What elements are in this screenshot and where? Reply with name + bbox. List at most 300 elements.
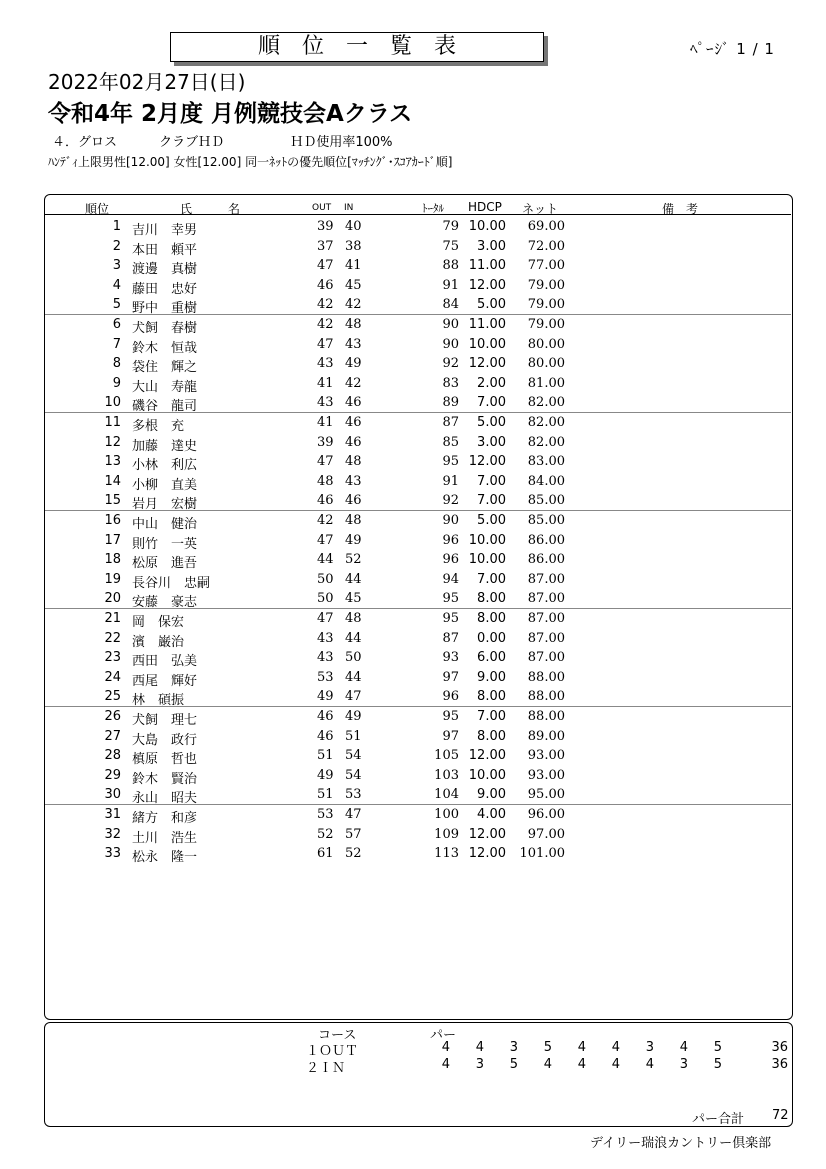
table-row [45,629,791,649]
table-row [45,374,791,394]
name-cell: 西田 弘美 [132,654,198,670]
in-cell: 40 [345,219,362,234]
total-cell: 95 [442,454,459,470]
total-cell: 113 [434,846,459,862]
out-cell: 46 [317,493,334,509]
hole-par: 5 [509,1057,518,1072]
table-row [45,354,791,374]
hdcp-cell: 11.00 [468,317,506,332]
hdcp-cell: 0.00 [477,630,506,646]
table-row [45,805,791,825]
rank-cell: 29 [104,767,121,783]
net-cell: 88.00 [527,689,565,705]
rank-cell: 7 [112,336,121,352]
table-row [45,687,791,707]
name-cell: 渡邊 真樹 [132,262,198,278]
table-row [45,668,791,688]
name-cell: 岡 保宏 [132,615,185,630]
name-cell: 加藤 達史 [132,438,198,454]
hole-par: 4 [645,1057,654,1072]
table-row [45,570,791,590]
hdcp-cell: 8.00 [477,689,506,705]
net-cell: 93.00 [527,748,565,764]
hole-par: 5 [543,1040,552,1055]
table-row [45,648,791,668]
hdcp-cell: 10.00 [468,336,506,352]
event-name: 令和4年 2月度 月例競技会Aクラス [48,101,413,127]
total-cell: 104 [434,787,459,803]
in-cell: 57 [345,826,362,842]
out-cell: 47 [317,611,334,626]
name-cell: 野中 重樹 [132,301,198,317]
net-cell: 81.00 [527,375,565,391]
table-row [45,550,791,570]
table-row [45,276,791,296]
rank-cell: 12 [104,434,121,450]
name-cell: 濱 巌治 [132,634,185,650]
table-row [45,589,791,609]
par-total: 72 [772,1108,789,1123]
table-row [45,335,791,355]
total-cell: 75 [442,238,459,254]
in-cell: 46 [345,395,362,411]
total-cell: 87 [442,630,459,646]
table-row [45,295,791,315]
hdcp-cell: 7.00 [477,473,506,489]
rank-cell: 1 [112,219,121,234]
in-cell: 49 [345,532,362,548]
header-divider [45,214,791,215]
rank-cell: 11 [104,415,121,430]
name-cell: 中山 健治 [132,517,198,532]
hdcp-cell: 8.00 [477,611,506,626]
out-cell: 43 [317,356,334,372]
in-cell: 46 [345,434,362,450]
in-cell: 49 [345,709,362,724]
table-row [45,393,791,413]
in-cell: 46 [345,415,362,430]
hole-par: 4 [441,1040,450,1055]
hd-label: クラブＨＤ [159,135,225,150]
total-cell: 83 [442,375,459,391]
rank-cell: 14 [104,473,121,489]
out-cell: 50 [317,591,334,607]
net-cell: 82.00 [527,395,565,411]
hdcp-cell: 8.00 [477,591,506,607]
net-cell: 85.00 [527,513,565,528]
table-row [45,746,791,766]
in-cell: 52 [345,552,362,568]
rank-cell: 6 [112,317,121,332]
name-cell: 袋住 輝之 [132,360,198,376]
in-cell: 49 [345,356,362,372]
rank-cell: 19 [104,571,121,587]
course-par-total: 36 [771,1040,788,1055]
hdcp-cell: 12.00 [468,846,506,862]
rank-cell: 15 [104,493,121,509]
total-cell: 91 [442,277,459,293]
par-label: パー [430,1028,457,1043]
total-cell: 79 [442,219,459,234]
name-cell: 本田 頼平 [132,242,198,258]
course-label: コース [318,1028,357,1043]
net-cell: 89.00 [527,728,565,744]
hdcp-cell: 10.00 [468,219,506,234]
hdcp-cell: 12.00 [468,277,506,293]
rank-cell: 10 [104,395,121,411]
name-cell: 藤田 忠好 [132,281,198,297]
total-cell: 100 [434,807,459,822]
hdcp-cell: 5.00 [477,513,506,528]
out-cell: 39 [317,219,334,234]
hole-par: 4 [611,1057,620,1072]
col-remarks: 備 考 [662,202,699,216]
hole-par: 4 [441,1057,450,1072]
hole-par: 3 [509,1040,518,1055]
net-cell: 72.00 [527,238,565,254]
net-cell: 82.00 [527,434,565,450]
in-cell: 43 [345,336,362,352]
rank-cell: 4 [112,277,121,293]
out-cell: 51 [317,787,334,803]
name-cell: 永山 昭夫 [132,791,198,807]
hdcp-cell: 2.00 [477,375,506,391]
total-cell: 89 [442,395,459,411]
in-cell: 42 [345,375,362,391]
hdcp-cell: 7.00 [477,571,506,587]
hole-par: 4 [679,1040,688,1055]
total-cell: 97 [442,728,459,744]
course-box [44,1022,793,1127]
net-cell: 84.00 [527,473,565,489]
table-row [45,491,791,511]
total-cell: 87 [442,415,459,430]
table-row [45,727,791,747]
name-cell: 犬飼 春樹 [132,321,198,336]
table-row [45,315,791,335]
col-in: IN [344,203,354,213]
net-cell: 85.00 [527,493,565,509]
rank-cell: 22 [104,630,121,646]
hdcp-cell: 7.00 [477,395,506,411]
out-cell: 47 [317,258,334,274]
hdcp-cell: 3.00 [477,238,506,254]
hole-par: 4 [475,1040,484,1055]
name-cell: 林 碩振 [132,693,185,709]
col-name: 氏 名 [180,202,241,216]
table-row [45,472,791,492]
name-cell: 犬飼 理七 [132,713,198,728]
hdcp-cell: 4.00 [477,807,506,822]
total-cell: 95 [442,591,459,607]
net-cell: 95.00 [527,787,565,803]
col-net: ネット [522,202,559,216]
rank-cell: 30 [104,787,121,803]
name-cell: 大山 寿龍 [132,379,198,395]
net-cell: 77.00 [527,258,565,274]
out-cell: 50 [317,571,334,587]
name-cell: 槙原 哲也 [132,752,198,768]
hole-par: 4 [577,1040,586,1055]
hdcp-cell: 9.00 [477,669,506,685]
in-cell: 48 [345,611,362,626]
in-cell: 41 [345,258,362,274]
scoring-info [52,131,392,150]
table-row [45,511,791,531]
in-cell: 52 [345,846,362,862]
hdcp-cell: 10.00 [468,767,506,783]
net-cell: 69.00 [527,219,565,234]
out-cell: 48 [317,473,334,489]
table-row [45,609,791,629]
in-cell: 43 [345,473,362,489]
total-cell: 97 [442,669,459,685]
hole-par: 3 [475,1057,484,1072]
table-row [45,825,791,845]
out-cell: 44 [317,552,334,568]
hdcp-cell: 12.00 [468,454,506,470]
rank-cell: 32 [104,826,121,842]
hole-par: 4 [577,1057,586,1072]
name-cell: 長谷川 忠嗣 [132,575,211,591]
net-cell: 79.00 [527,317,565,332]
hdcp-cell: 11.00 [468,258,506,274]
in-cell: 44 [345,669,362,685]
net-cell: 93.00 [527,767,565,783]
rank-cell: 3 [112,258,121,274]
hdcp-cell: 5.00 [477,415,506,430]
out-cell: 46 [317,277,334,293]
total-cell: 96 [442,532,459,548]
col-total: ﾄｰﾀﾙ [422,202,444,215]
out-cell: 47 [317,336,334,352]
hole-par: 5 [713,1057,722,1072]
out-cell: 49 [317,689,334,705]
total-cell: 96 [442,552,459,568]
net-cell: 87.00 [527,650,565,666]
rank-cell: 25 [104,689,121,705]
total-cell: 90 [442,336,459,352]
total-cell: 93 [442,650,459,666]
hole-par: 3 [679,1057,688,1072]
hd-rate: ＨＤ使用率100% [290,135,393,150]
hdcp-cell: 10.00 [468,552,506,568]
table-row [45,433,791,453]
name-cell: 吉川 幸男 [132,223,198,238]
net-cell: 82.00 [527,415,565,430]
in-cell: 44 [345,571,362,587]
net-cell: 86.00 [527,532,565,548]
in-cell: 47 [345,689,362,705]
col-rank: 順位 [85,202,110,216]
name-cell: 則竹 一英 [132,536,198,552]
rank-cell: 18 [104,552,121,568]
out-cell: 43 [317,395,334,411]
in-cell: 51 [345,728,362,744]
table-row [45,785,791,805]
table-row [45,256,791,276]
rank-cell: 9 [112,375,121,391]
out-cell: 61 [317,846,334,862]
out-cell: 52 [317,826,334,842]
total-cell: 90 [442,513,459,528]
out-cell: 43 [317,630,334,646]
total-cell: 85 [442,434,459,450]
hdcp-cell: 8.00 [477,728,506,744]
hdcp-cell: 5.00 [477,297,506,313]
net-cell: 101.00 [519,846,565,862]
hole-par: 4 [543,1057,552,1072]
table-row [45,217,791,237]
rank-cell: 20 [104,591,121,607]
rank-cell: 33 [104,846,121,862]
name-cell: 緒方 和彦 [132,811,198,826]
course-name: １ＯＵＴ [306,1044,359,1059]
name-cell: 多根 充 [132,419,185,434]
in-cell: 48 [345,513,362,528]
name-cell: 小林 利広 [132,458,198,474]
club-name: デイリー瑞浪カントリー倶楽部 [590,1136,772,1151]
total-cell: 109 [434,826,459,842]
page-title: 順 位 一 覧 表 [170,32,544,62]
handicap-rule: ﾊﾝﾃﾞｨ上限男性[12.00] 女性[12.00] 同一ﾈｯﾄの優先順位[ﾏｯﾁﾝｸﾞ･ｽｺｱｶｰﾄﾞ順] [48,155,453,169]
out-cell: 46 [317,709,334,724]
net-cell: 87.00 [527,611,565,626]
event-date: 2022年02月27日(日) [48,70,246,94]
net-cell: 80.00 [527,356,565,372]
table-row [45,844,791,864]
name-cell: 大島 政行 [132,732,198,748]
net-cell: 87.00 [527,571,565,587]
in-cell: 45 [345,591,362,607]
in-cell: 48 [345,317,362,332]
table-row [45,452,791,472]
table-row [45,766,791,786]
out-cell: 47 [317,532,334,548]
out-cell: 42 [317,317,334,332]
total-cell: 95 [442,611,459,626]
total-cell: 105 [434,748,459,764]
category: ４．グロス [52,135,118,150]
out-cell: 43 [317,650,334,666]
net-cell: 80.00 [527,336,565,352]
name-cell: 小柳 直美 [132,477,198,493]
table-row [45,237,791,257]
rank-cell: 28 [104,748,121,764]
total-cell: 91 [442,473,459,489]
in-cell: 42 [345,297,362,313]
out-cell: 39 [317,434,334,450]
out-cell: 53 [317,807,334,822]
table-row [45,413,791,433]
out-cell: 51 [317,748,334,764]
net-cell: 87.00 [527,591,565,607]
out-cell: 41 [317,375,334,391]
hdcp-cell: 7.00 [477,709,506,724]
rank-cell: 16 [104,513,121,528]
hdcp-cell: 10.00 [468,532,506,548]
par-total-label: パー合計 [692,1112,745,1127]
out-cell: 42 [317,297,334,313]
hdcp-cell: 3.00 [477,434,506,450]
name-cell: 松永 隆一 [132,850,198,866]
page-number: ﾍﾟｰｼﾞ 1 / 1 [690,40,775,58]
net-cell: 79.00 [527,297,565,313]
in-cell: 44 [345,630,362,646]
out-cell: 49 [317,767,334,783]
col-out: OUT [312,203,332,213]
in-cell: 50 [345,650,362,666]
rank-cell: 2 [112,238,121,254]
col-hdcp: HDCP [468,200,502,214]
net-cell: 96.00 [527,807,565,822]
total-cell: 88 [442,258,459,274]
rank-cell: 27 [104,728,121,744]
in-cell: 54 [345,748,362,764]
out-cell: 46 [317,728,334,744]
out-cell: 37 [317,238,334,254]
total-cell: 92 [442,356,459,372]
net-cell: 97.00 [527,826,565,842]
name-cell: 鈴木 恒哉 [132,340,198,356]
table-row [45,707,791,727]
total-cell: 90 [442,317,459,332]
in-cell: 54 [345,767,362,783]
hdcp-cell: 6.00 [477,650,506,666]
total-cell: 95 [442,709,459,724]
rank-cell: 21 [104,611,121,626]
name-cell: 土川 浩生 [132,830,198,846]
rank-cell: 23 [104,650,121,666]
out-cell: 47 [317,454,334,470]
net-cell: 79.00 [527,277,565,293]
net-cell: 88.00 [527,669,565,685]
hdcp-cell: 12.00 [468,826,506,842]
course-par-total: 36 [771,1057,788,1072]
name-cell: 鈴木 賢治 [132,771,198,787]
hole-par: 5 [713,1040,722,1055]
in-cell: 38 [345,238,362,254]
rank-cell: 17 [104,532,121,548]
name-cell: 岩月 宏樹 [132,497,198,513]
total-cell: 103 [434,767,459,783]
net-cell: 87.00 [527,630,565,646]
rank-cell: 5 [112,297,121,313]
rank-cell: 31 [104,807,121,822]
out-cell: 41 [317,415,334,430]
table-row [45,531,791,551]
out-cell: 53 [317,669,334,685]
net-cell: 86.00 [527,552,565,568]
rank-cell: 13 [104,454,121,470]
hole-par: 3 [645,1040,654,1055]
in-cell: 48 [345,454,362,470]
rank-cell: 24 [104,669,121,685]
course-name: ２ＩＮ [306,1061,346,1076]
name-cell: 松原 進吾 [132,556,198,572]
in-cell: 53 [345,787,362,803]
hdcp-cell: 7.00 [477,493,506,509]
hdcp-cell: 12.00 [468,356,506,372]
in-cell: 47 [345,807,362,822]
hole-par: 4 [611,1040,620,1055]
rank-cell: 8 [112,356,121,372]
total-cell: 96 [442,689,459,705]
out-cell: 42 [317,513,334,528]
rank-cell: 26 [104,709,121,724]
name-cell: 安藤 豪志 [132,595,198,611]
in-cell: 45 [345,277,362,293]
